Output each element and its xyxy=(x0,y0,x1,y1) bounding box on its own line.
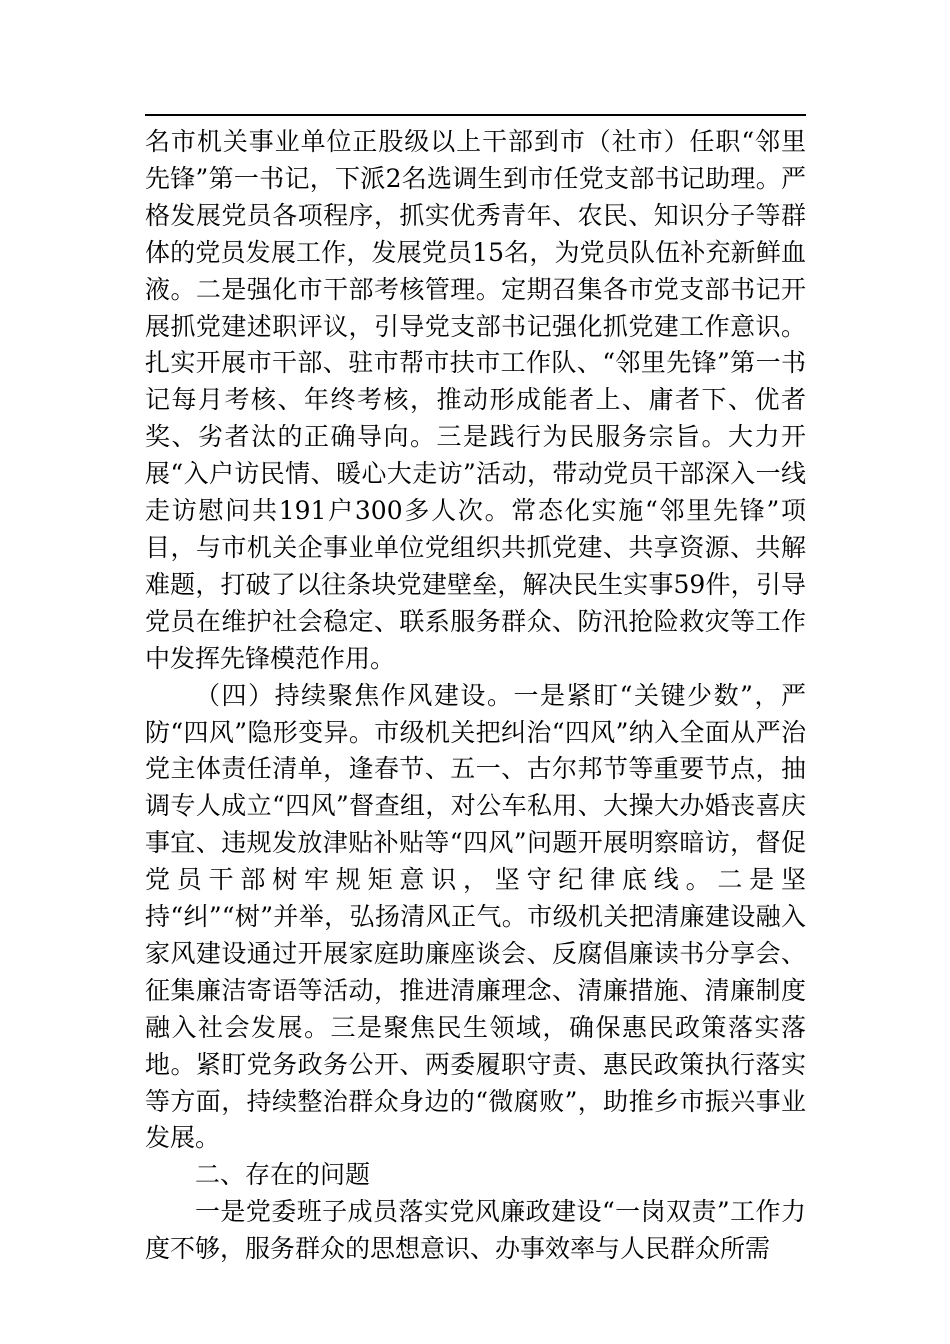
paragraph-work-style: （四）持续聚焦作风建设。一是紧盯“关键少数”，严防“四风”隐形变异。市级机关把纠治“四风”纳入全面从严治党主体责任清单，逢春节、五一、古尔邦节等重要节点，抽调专人成立“四风”督查组，对公车私用、大操大办婚丧喜庆事宜、违规发放津贴补贴等“四风”问题开展明察暗访，督促党员干部树牢规矩意识，坚守纪律底线。二是坚持“纠”“树”并举，弘扬清风正气。市级机关把清廉建设融入家风建设通过开展家庭助廉座谈会、反腐倡廉读书分享会、征集廉洁寄语等活动，推进清廉理念、清廉措施、清廉制度融入社会发展。三是聚焦民生领域，确保惠民政策落实落地。紧盯党务政务公开、两委履职守责、惠民政策执行落实等方面，持续整治群众身边的“微腐败”，助推乡市振兴事业发展。 xyxy=(145,680,806,1153)
header-rule xyxy=(145,114,806,116)
section-heading-problems: 二、存在的问题 xyxy=(195,1160,371,1190)
paragraph-continued-team-building: 名市机关事业单位正股级以上干部到市（社市）任职“邻里先锋”第一书记，下派2名选调生到市任党支部书记助理。严格发展党员各项程序，抓实优秀青年、农民、知识分子等群体的党员发展工作，发展党员15名，为党员队伍补充新鲜血液。二是强化市干部考核管理。定期召集各市党支部书记开展抓党建述职评议，引导党支部书记强化抓党建工作意识。扎实开展市干部、驻市帮市扶市工作队、“邻里先锋”第一书记每月考核、年终考核，推动形成能者上、庸者下、优者奖、劣者汰的正确导向。三是践行为民服务宗旨。大力开展“入户访民情、暖心大走访”活动，带动党员干部深入一线走访慰问共191户300多人次。常态化实施“邻里先锋”项目，与市机关企事业单位党组织共抓党建、共享资源、共解难题，打破了以往条块党建壁垒，解决民生实事59件，引导党员在维护社会稳定、联系服务群众、防汛抢险救灾等工作中发挥先锋模范作用。 xyxy=(145,127,806,673)
paragraph-problem-one: 一是党委班子成员落实党风廉政建设“一岗双责”工作力度不够，服务群众的思想意识、办事效率与人民群众所需 xyxy=(145,1197,806,1264)
document-body xyxy=(145,124,806,1268)
